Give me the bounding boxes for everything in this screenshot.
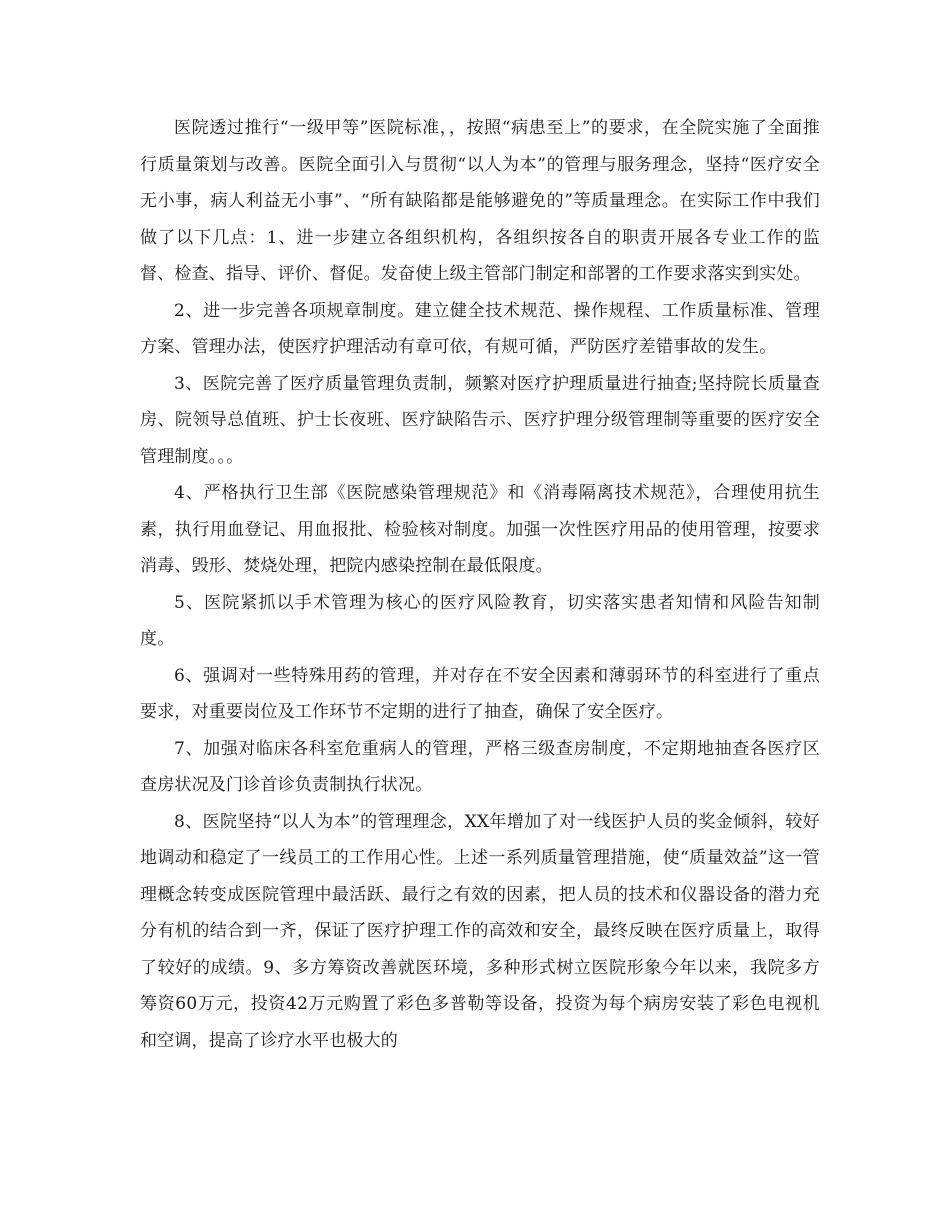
paragraph-quality-responsibility: 3、医院完善了医疗质量管理负责制，频繁对医疗护理质量进行抽查;坚持院长质量查房、院领导总值班、护士长夜班、医疗缺陷告示、医疗护理分级管理制等重要的医疗安全管理制度。。。 bbox=[140, 373, 820, 467]
paragraph-risk-education: 5、医院紧抓以手术管理为核心的医疗风险教育，切实落实患者知情和风险告知制度。 bbox=[140, 592, 820, 649]
paragraph-critical-patients: 7、加强对临床各科室危重病人的管理，严格三级查房制度，不定期地抽查各医疗区查房状况及门诊首诊负责制执行状况。 bbox=[140, 738, 820, 795]
paragraph-infection-control: 4、严格执行卫生部《医院感染管理规范》和《消毒隔离技术规范》，合理使用抗生素，执行用血登记、用血报批、检验核对制度。加强一次性医疗用品的使用管理，按要求消毒、毁形、焚烧处理，把院内感染控制在最低限度。 bbox=[140, 483, 820, 576]
paragraph-people-oriented: 8、医院坚持“以人为本”的管理理念，XX年增加了对一线医护人员的奖金倾斜，较好地调动和稳定了一线员工的工作用心性。上述一系列质量管理措施，使“质量效益”这一管理概念转变成医院管理中最活跃、最行之有效的因素，把人员的技术和仪器设备的潜力充分有机的结合到一齐，保证了医疗护理工作的高效和安全，最终反映在医疗质量上，取得了较好的成绩。9、多方筹资改善就医环境，多种形式树立医院形象今年以来，我院多方筹资60万元，投资42万元购置了彩色多普勒等设备，投资为每个病房安装了彩色电视机和空调，提高了诊疗水平也极大的 bbox=[140, 811, 820, 1051]
document-body bbox=[140, 110, 820, 1059]
paragraph-rules-and-regulations: 2、进一步完善各项规章制度。建立健全技术规范、操作规程、工作质量标准、管理方案、管理办法，使医疗护理活动有章可依，有规可循，严防医疗差错事故的发生。 bbox=[140, 300, 820, 357]
paragraph-special-medication: 6、强调对一些特殊用药的管理，并对存在不安全因素和薄弱环节的科室进行了重点要求，对重要岗位及工作环节不定期的进行了抽查，确保了安全医疗。 bbox=[140, 665, 820, 722]
paragraph-quality-management-intro: 医院透过推行“一级甲等”医院标准，，按照“病患至上”的要求，在全院实施了全面推行质量策划与改善。医院全面引入与贯彻“以人为本”的管理与服务理念，坚持“医疗安全无小事，病人利益无小事”、“所有缺陷都是能够避免的”等质量理念。在实际工作中我们做了以下几点：1、进一步建立各组织机构，各组织按各自的职责开展各专业工作的监督、检查、指导、评价、督促。发奋使上级主管部门制定和部署的工作要求落实到实处。 bbox=[140, 118, 820, 284]
